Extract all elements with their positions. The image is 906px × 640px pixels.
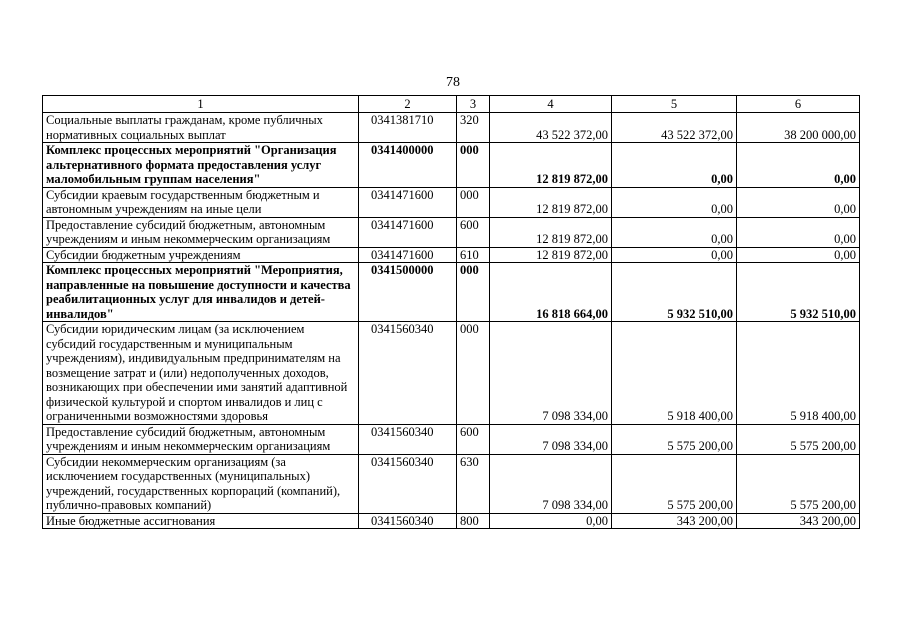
row-name: Предоставление субсидий бюджетным, автономным учреждениям и иным некоммерческим организациям bbox=[43, 217, 359, 247]
row-value-4: 12 819 872,00 bbox=[490, 187, 612, 217]
row-value-6: 5 932 510,00 bbox=[737, 263, 860, 322]
row-kind: 000 bbox=[457, 187, 490, 217]
row-code: 0341560340 bbox=[359, 513, 457, 529]
row-value-5: 5 932 510,00 bbox=[612, 263, 737, 322]
header-cell-4: 4 bbox=[490, 96, 612, 113]
row-code: 0341471600 bbox=[359, 217, 457, 247]
row-code: 0341560340 bbox=[359, 424, 457, 454]
table-row bbox=[43, 143, 860, 188]
row-value-4: 7 098 334,00 bbox=[490, 454, 612, 513]
row-code: 0341400000 bbox=[359, 143, 457, 188]
row-value-5: 5 575 200,00 bbox=[612, 424, 737, 454]
header-cell-5: 5 bbox=[612, 96, 737, 113]
row-value-5: 5 575 200,00 bbox=[612, 454, 737, 513]
row-name: Предоставление субсидий бюджетным, автономным учреждениям и иным некоммерческим организациям bbox=[43, 424, 359, 454]
row-kind: 000 bbox=[457, 263, 490, 322]
header-cell-2: 2 bbox=[359, 96, 457, 113]
row-value-6: 38 200 000,00 bbox=[737, 113, 860, 143]
row-code: 0341471600 bbox=[359, 247, 457, 263]
row-value-6: 5 918 400,00 bbox=[737, 322, 860, 425]
row-value-4: 43 522 372,00 bbox=[490, 113, 612, 143]
table-row bbox=[43, 424, 860, 454]
table-header-row bbox=[43, 96, 860, 113]
row-name: Субсидии краевым государственным бюджетным и автономным учреждениям на иные цели bbox=[43, 187, 359, 217]
table-row bbox=[43, 513, 860, 529]
row-name: Комплекс процессных мероприятий "Организация альтернативного формата предоставления услуг маломобильным группам населения" bbox=[43, 143, 359, 188]
row-value-4: 12 819 872,00 bbox=[490, 247, 612, 263]
row-kind: 320 bbox=[457, 113, 490, 143]
row-code: 0341560340 bbox=[359, 322, 457, 425]
row-value-5: 0,00 bbox=[612, 187, 737, 217]
table-row bbox=[43, 454, 860, 513]
row-code: 0341381710 bbox=[359, 113, 457, 143]
row-code: 0341500000 bbox=[359, 263, 457, 322]
budget-table bbox=[42, 95, 860, 529]
header-cell-6: 6 bbox=[737, 96, 860, 113]
page-number: 78 bbox=[446, 75, 460, 90]
row-value-6: 343 200,00 bbox=[737, 513, 860, 529]
table-row bbox=[43, 217, 860, 247]
row-value-6: 5 575 200,00 bbox=[737, 424, 860, 454]
row-value-4: 7 098 334,00 bbox=[490, 424, 612, 454]
row-kind: 000 bbox=[457, 322, 490, 425]
row-code: 0341471600 bbox=[359, 187, 457, 217]
row-value-6: 0,00 bbox=[737, 187, 860, 217]
row-value-5: 343 200,00 bbox=[612, 513, 737, 529]
row-name: Социальные выплаты гражданам, кроме публичных нормативных социальных выплат bbox=[43, 113, 359, 143]
row-kind: 800 bbox=[457, 513, 490, 529]
table-row bbox=[43, 263, 860, 322]
row-value-6: 5 575 200,00 bbox=[737, 454, 860, 513]
header-cell-1: 1 bbox=[43, 96, 359, 113]
row-value-4: 7 098 334,00 bbox=[490, 322, 612, 425]
table-row bbox=[43, 247, 860, 263]
row-value-6: 0,00 bbox=[737, 217, 860, 247]
row-value-5: 43 522 372,00 bbox=[612, 113, 737, 143]
row-kind: 630 bbox=[457, 454, 490, 513]
row-kind: 600 bbox=[457, 217, 490, 247]
row-value-4: 0,00 bbox=[490, 513, 612, 529]
table-row bbox=[43, 322, 860, 425]
row-kind: 610 bbox=[457, 247, 490, 263]
row-name: Субсидии некоммерческим организациям (за исключением государственных (муниципальных) учреждений, государственных корпораций (компаний), публично-правовых компаний) bbox=[43, 454, 359, 513]
table-row bbox=[43, 113, 860, 143]
row-name: Субсидии бюджетным учреждениям bbox=[43, 247, 359, 263]
row-value-6: 0,00 bbox=[737, 143, 860, 188]
row-kind: 000 bbox=[457, 143, 490, 188]
row-value-5: 5 918 400,00 bbox=[612, 322, 737, 425]
row-name: Комплекс процессных мероприятий "Мероприятия, направленные на повышение доступности и качества реабилитационных услуг для инвалидов и детей-инвалидов" bbox=[43, 263, 359, 322]
row-code: 0341560340 bbox=[359, 454, 457, 513]
row-value-5: 0,00 bbox=[612, 217, 737, 247]
row-value-5: 0,00 bbox=[612, 247, 737, 263]
row-name: Иные бюджетные ассигнования bbox=[43, 513, 359, 529]
row-value-5: 0,00 bbox=[612, 143, 737, 188]
row-value-4: 16 818 664,00 bbox=[490, 263, 612, 322]
row-value-6: 0,00 bbox=[737, 247, 860, 263]
header-cell-3: 3 bbox=[457, 96, 490, 113]
table-row bbox=[43, 187, 860, 217]
row-kind: 600 bbox=[457, 424, 490, 454]
row-value-4: 12 819 872,00 bbox=[490, 217, 612, 247]
row-name: Субсидии юридическим лицам (за исключением субсидий государственным и муниципальным учреждениям), индивидуальным предпринимателям на возмещение затрат и (или) недополученных доходов, возникающих при обеспечении ими занятий адаптивной физической культурой и спортом инвалидов и лиц с ограниченными возможностями здоровья bbox=[43, 322, 359, 425]
row-value-4: 12 819 872,00 bbox=[490, 143, 612, 188]
